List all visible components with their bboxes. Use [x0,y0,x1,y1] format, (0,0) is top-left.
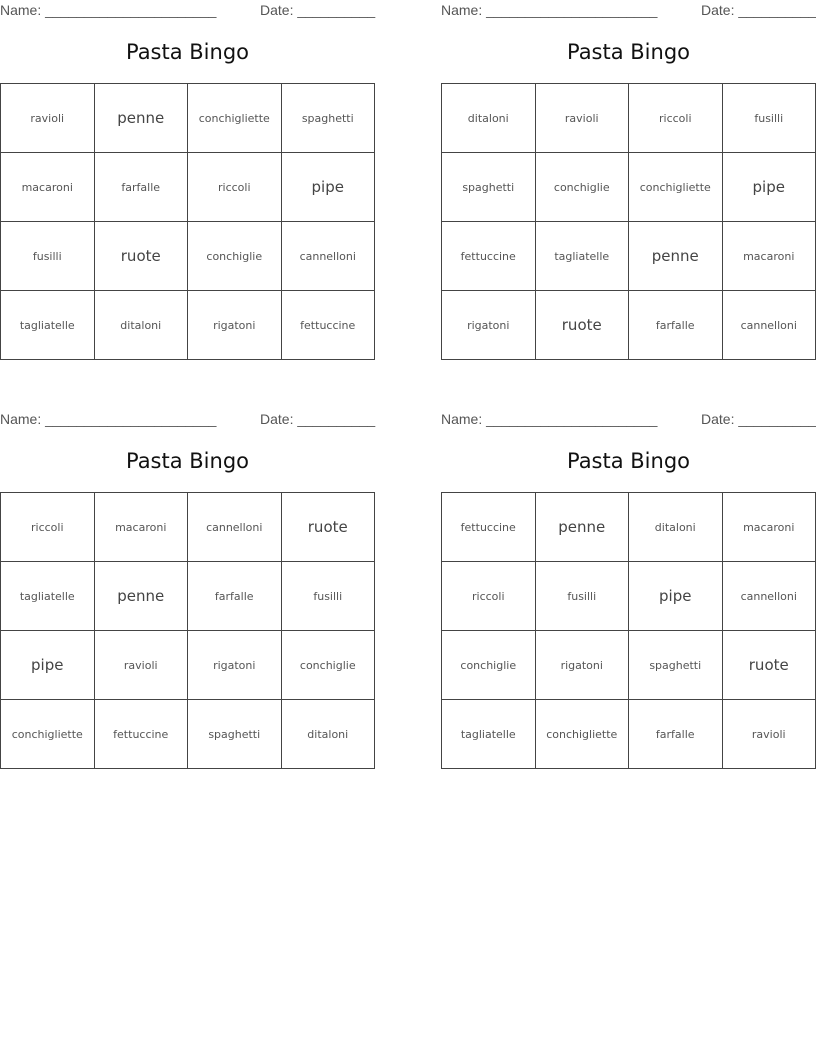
grid-row [1,631,375,700]
bingo-cell: pipe [281,153,375,222]
bingo-cell: spaghetti [442,153,536,222]
bingo-cell: ruote [94,222,188,291]
bingo-cell: penne [535,493,629,562]
date-field-label: Date: __________ [701,2,816,18]
bingo-cell: ditaloni [629,493,723,562]
bingo-cell: farfalle [188,562,282,631]
bingo-grid [441,83,816,360]
bingo-cell: conchigliette [188,84,282,153]
bingo-cell: macaroni [94,493,188,562]
grid-row [442,291,816,360]
bingo-cell: ruote [722,631,816,700]
name-field-label: Name: ______________________ [0,2,217,18]
bingo-cell: conchiglie [281,631,375,700]
name-field-label: Name: ______________________ [441,2,658,18]
bingo-cell: penne [94,562,188,631]
bingo-cell: spaghetti [281,84,375,153]
bingo-cell: ditaloni [442,84,536,153]
date-field-label: Date: __________ [260,2,376,18]
bingo-cell: ravioli [722,700,816,769]
bingo-cell: farfalle [94,153,188,222]
bingo-cell: penne [629,222,723,291]
bingo-cell: macaroni [722,222,816,291]
grid-row [442,562,816,631]
bingo-cell: riccoli [442,562,536,631]
bingo-cell: fettuccine [442,222,536,291]
bingo-cell: tagliatelle [442,700,536,769]
name-date-line [0,0,375,20]
grid-row [1,153,375,222]
bingo-cell: rigatoni [188,631,282,700]
name-field-label: Name: ______________________ [0,411,217,427]
bingo-cell: conchiglie [535,153,629,222]
bingo-cell: riccoli [1,493,95,562]
bingo-cell: pipe [722,153,816,222]
bingo-cell: fettuccine [94,700,188,769]
bingo-cell: riccoli [629,84,723,153]
bingo-cell: conchigliette [629,153,723,222]
grid-row [1,291,375,360]
grid-row [1,493,375,562]
bingo-cell: macaroni [1,153,95,222]
card-title: Pasta Bingo [566,449,691,473]
bingo-cell: rigatoni [188,291,282,360]
grid-row [1,222,375,291]
bingo-cell: conchigliette [535,700,629,769]
bingo-cell: pipe [1,631,95,700]
bingo-cell: pipe [629,562,723,631]
bingo-cell: tagliatelle [1,562,95,631]
grid-row [442,493,816,562]
name-date-line [441,409,816,429]
bingo-cell: riccoli [188,153,282,222]
bingo-cell: ruote [281,493,375,562]
bingo-cell: tagliatelle [1,291,95,360]
bingo-cell: ditaloni [94,291,188,360]
bingo-cell: spaghetti [188,700,282,769]
bingo-cell: cannelloni [188,493,282,562]
date-field-label: Date: __________ [701,411,816,427]
grid-row [442,153,816,222]
card-title: Pasta Bingo [125,449,250,473]
card-title: Pasta Bingo [125,40,250,64]
bingo-cell: ditaloni [281,700,375,769]
date-field-label: Date: __________ [260,411,376,427]
grid-row [442,631,816,700]
card-title: Pasta Bingo [566,40,691,64]
bingo-grid [0,83,375,360]
bingo-cell: fettuccine [442,493,536,562]
grid-row [442,84,816,153]
bingo-cell: ravioli [535,84,629,153]
bingo-cell: ruote [535,291,629,360]
bingo-grid [441,492,816,769]
bingo-cell: macaroni [722,493,816,562]
bingo-cell: penne [94,84,188,153]
bingo-cell: tagliatelle [535,222,629,291]
name-date-line [441,0,816,20]
bingo-cell: ravioli [1,84,95,153]
bingo-cell: rigatoni [442,291,536,360]
grid-row [442,700,816,769]
bingo-cell: farfalle [629,700,723,769]
grid-row [442,222,816,291]
bingo-cell: cannelloni [722,291,816,360]
bingo-cell: cannelloni [281,222,375,291]
bingo-cell: cannelloni [722,562,816,631]
grid-row [1,562,375,631]
bingo-cell: conchiglie [442,631,536,700]
name-field-label: Name: ______________________ [441,411,658,427]
bingo-cell: ravioli [94,631,188,700]
bingo-cell: fusilli [281,562,375,631]
bingo-cell: fusilli [1,222,95,291]
bingo-grid [0,492,375,769]
name-date-line [0,409,375,429]
bingo-cell: rigatoni [535,631,629,700]
bingo-cell: fusilli [722,84,816,153]
grid-row [1,700,375,769]
bingo-cell: conchigliette [1,700,95,769]
bingo-cell: fettuccine [281,291,375,360]
bingo-cell: spaghetti [629,631,723,700]
grid-row [1,84,375,153]
bingo-cell: fusilli [535,562,629,631]
bingo-cell: conchiglie [188,222,282,291]
bingo-cell: farfalle [629,291,723,360]
